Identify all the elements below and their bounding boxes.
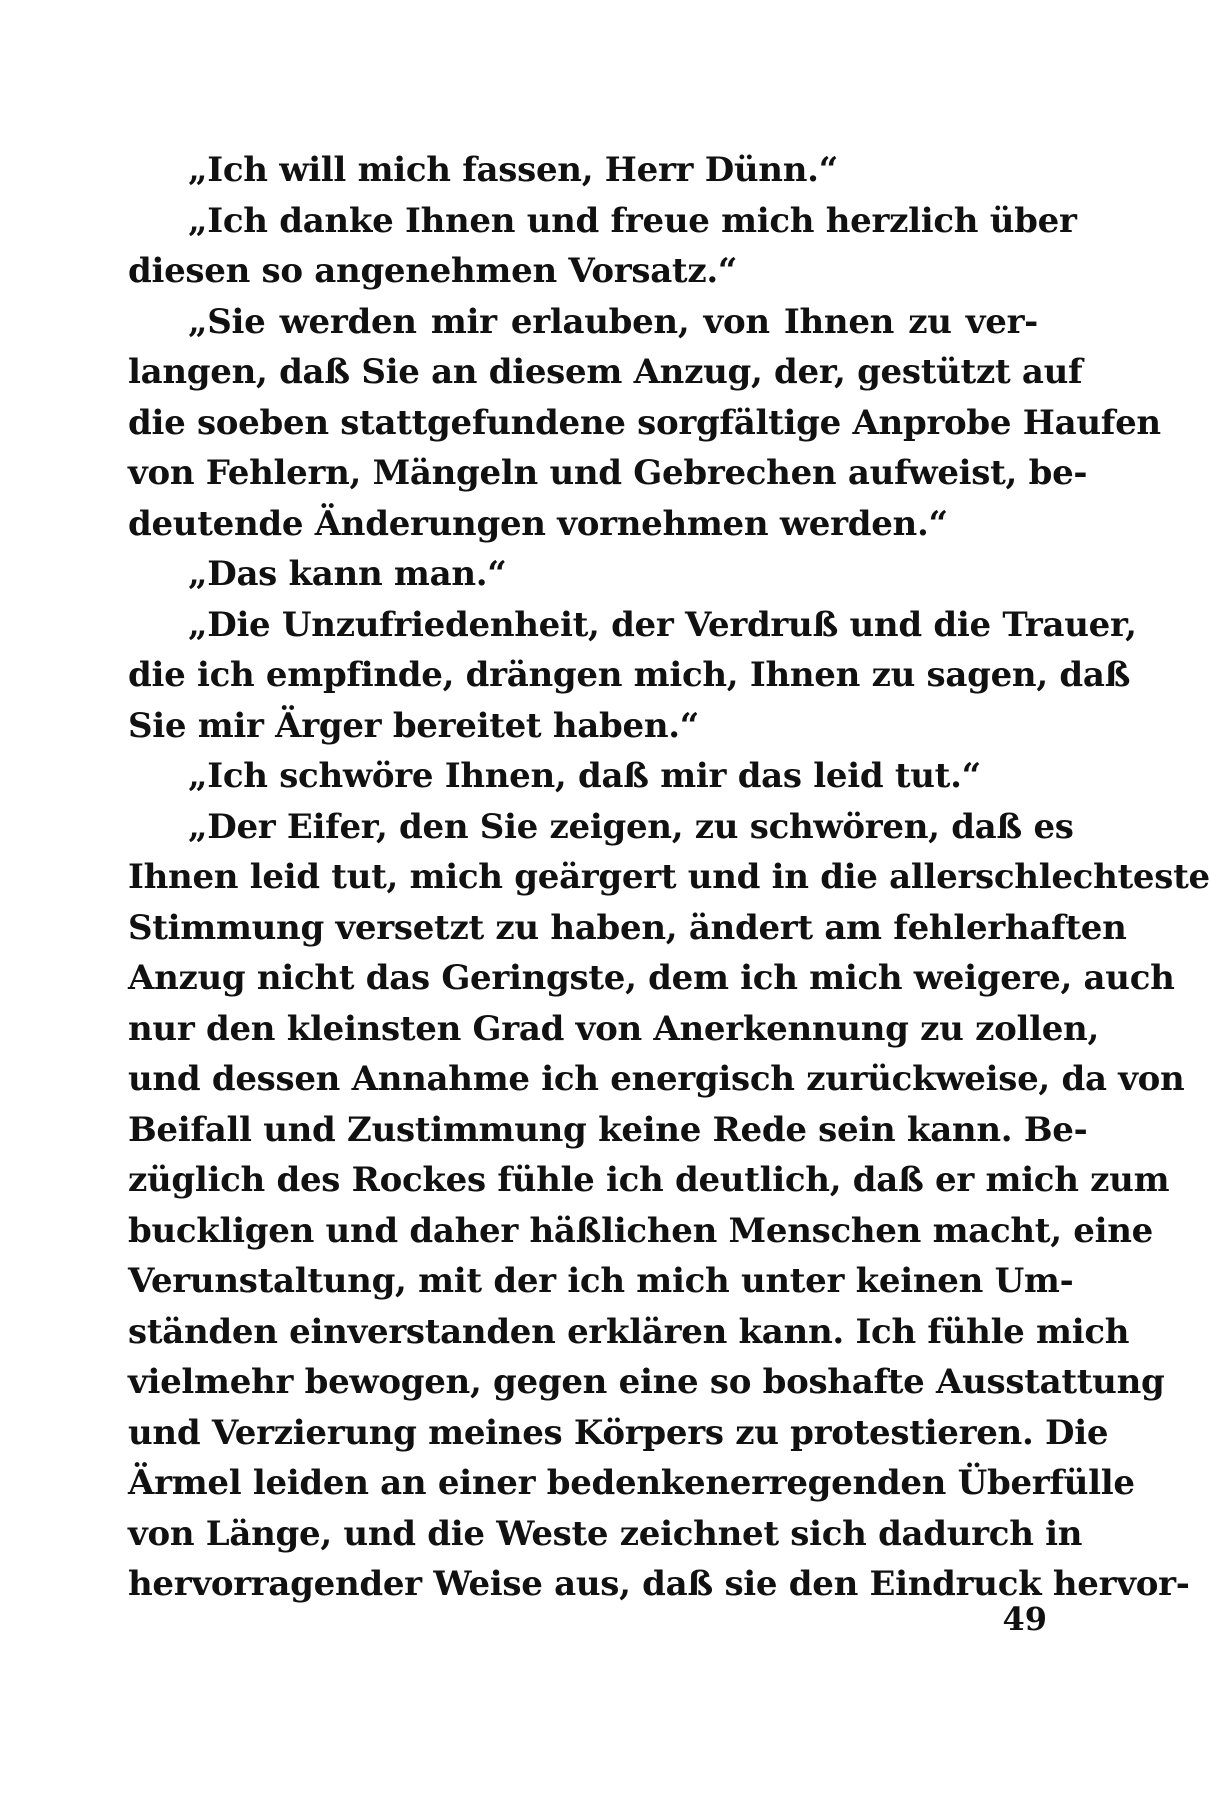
- text-line: Beifall und Zustimmung keine Rede sein kann. Be-: [128, 1109, 1088, 1150]
- text-line: Ärmel leiden an einer bedenkenerregenden Überfülle: [128, 1463, 1135, 1503]
- text-line: Stimmung versetzt zu haben, ändert am fehlerhaften: [128, 907, 1127, 948]
- text-line: deutende Änderungen vornehmen werden.“: [128, 503, 948, 544]
- page-number: 49: [1002, 1600, 1047, 1638]
- text-line: „Das kann man.“: [188, 554, 507, 594]
- text-line: diesen so angenehmen Vorsatz.“: [128, 251, 738, 291]
- text-line: „Sie werden mir erlauben, von Ihnen zu ver-: [188, 301, 1038, 342]
- text-line: Anzug nicht das Geringste, dem ich mich weigere, auch: [128, 958, 1175, 998]
- text-line: Ihnen leid tut, mich geärgert und in die allerschlechteste: [128, 857, 1210, 897]
- text-line: die soeben stattgefundene sorgfältige Anprobe Haufen: [128, 402, 1161, 443]
- text-line: die ich empfinde, drängen mich, Ihnen zu sagen, daß: [128, 655, 1131, 695]
- text-line: und dessen Annahme ich energisch zurückweise, da von: [128, 1059, 1185, 1099]
- body-text: [128, 145, 1210, 1610]
- text-line: langen, daß Sie an diesem Anzug, der, gestützt auf: [128, 352, 1083, 392]
- text-line: nur den kleinsten Grad von Anerkennung zu zollen,: [128, 1008, 1100, 1049]
- text-line: „Der Eifer, den Sie zeigen, zu schwören, daß es: [188, 806, 1074, 847]
- text-line: „Die Unzufriedenheit, der Verdruß und die Trauer,: [188, 604, 1137, 645]
- text-line: buckligen und daher häßlichen Menschen macht, eine: [128, 1210, 1153, 1251]
- text-line: ständen einverstanden erklären kann. Ich fühle mich: [128, 1311, 1130, 1352]
- text-line: von Fehlern, Mängeln und Gebrechen aufweist, be-: [128, 453, 1088, 493]
- text-line: von Länge, und die Weste zeichnet sich dadurch in: [128, 1513, 1083, 1554]
- text-line: „Ich schwöre Ihnen, daß mir das leid tut.“: [188, 756, 981, 796]
- text-line: und Verzierung meines Körpers zu protestieren. Die: [128, 1412, 1109, 1453]
- text-line: Sie mir Ärger bereitet haben.“: [128, 705, 700, 746]
- text-line: „Ich will mich fassen, Herr Dünn.“: [188, 150, 838, 190]
- text-line: „Ich danke Ihnen und freue mich herzlich über: [188, 200, 1077, 241]
- text-line: züglich des Rockes fühle ich deutlich, daß er mich zum: [128, 1160, 1170, 1200]
- text-line: vielmehr bewogen, gegen eine so boshafte Ausstattung: [128, 1362, 1165, 1402]
- text-line: Verunstaltung, mit der ich mich unter keinen Um-: [128, 1261, 1074, 1301]
- text-line: hervorragender Weise aus, daß sie den Eindruck hervor-: [128, 1564, 1190, 1604]
